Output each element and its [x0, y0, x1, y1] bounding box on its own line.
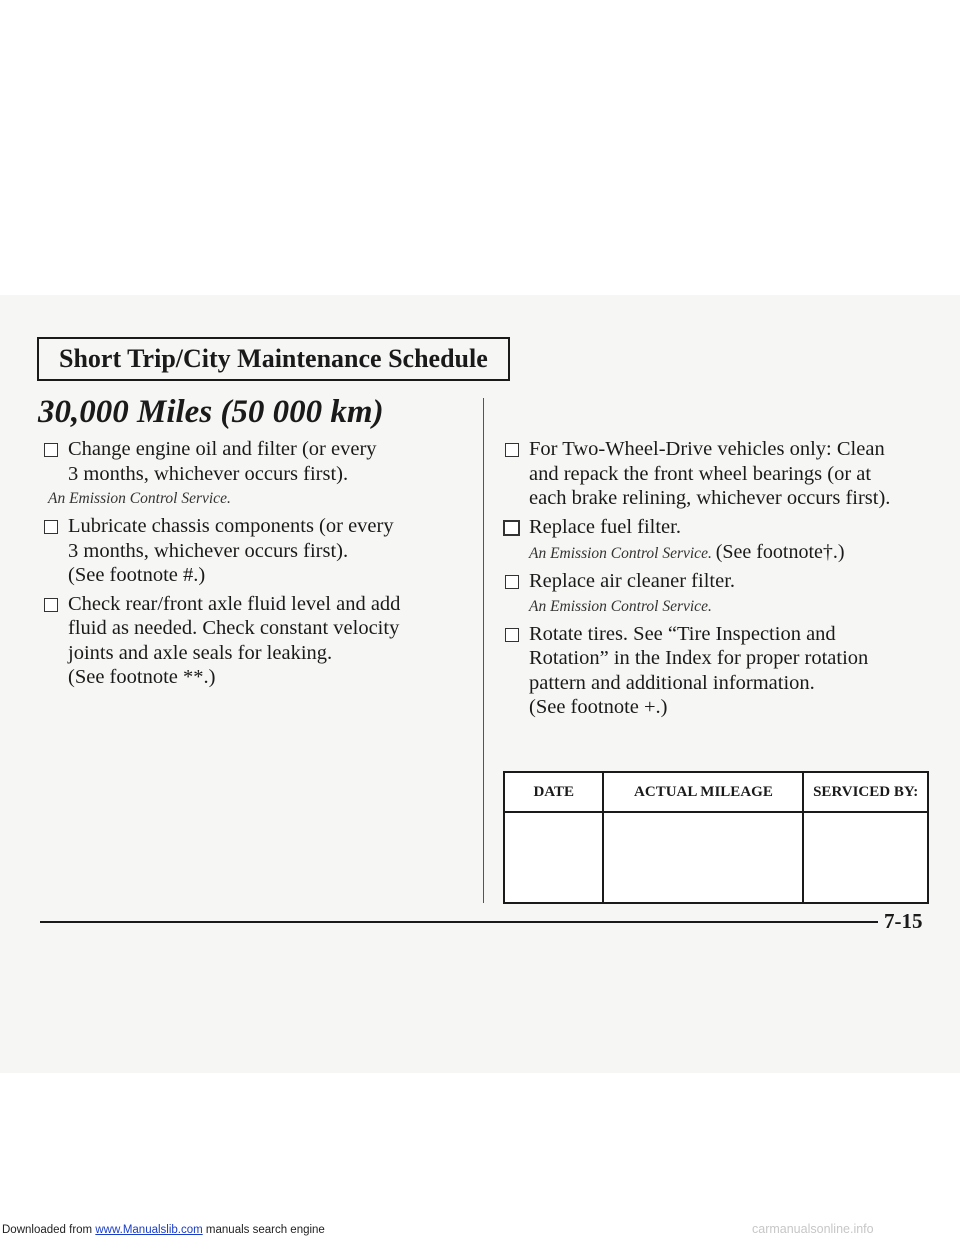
table-row [504, 812, 928, 903]
item-line: 3 months, whichever occurs first). [68, 539, 349, 562]
footnote-reference: (See footnote†.) [715, 541, 845, 563]
item-line: Rotation” in the Index for proper rotation [529, 647, 869, 669]
page-rule [40, 921, 878, 923]
page-number: 7-15 [884, 909, 923, 933]
emission-note [505, 541, 935, 565]
item-line: fluid as needed. Check constant velocity [68, 617, 400, 639]
item-line: Rotate tires. See “Tire Inspection and [529, 622, 836, 645]
checklist-item-rotate-tires [505, 622, 935, 720]
checklist-item-change-oil [44, 437, 464, 486]
section-title: 30,000 Miles (50 000 km) [38, 394, 384, 430]
column-header-date: DATE [504, 772, 603, 812]
item-line: Replace air cleaner filter. [529, 570, 736, 592]
item-line: and repack the front wheel bearings (or at [529, 462, 872, 485]
item-line: pattern and additional information. [529, 671, 815, 694]
emission-note [44, 488, 464, 510]
item-line: joints and axle seals for leaking. [68, 641, 333, 664]
service-log-table [503, 771, 929, 904]
item-line: For Two-Wheel-Drive vehicles only: Clean [529, 438, 885, 460]
date-cell[interactable] [504, 812, 603, 903]
checkbox-icon[interactable] [505, 628, 519, 642]
item-line: Change engine oil and filter (or every [68, 438, 377, 460]
schedule-header [37, 337, 510, 381]
column-header-serviced-by: SERVICED BY: [803, 772, 928, 812]
mileage-cell[interactable] [603, 812, 803, 903]
checkbox-icon[interactable] [505, 575, 519, 589]
right-column [505, 437, 935, 720]
checklist-item-fuel-filter [505, 515, 935, 540]
item-line: 3 months, whichever occurs first). [68, 462, 349, 485]
download-footer [2, 1222, 325, 1238]
emission-note-text: An Emission Control Service. [529, 597, 712, 615]
item-line: Lubricate chassis components (or every [68, 515, 394, 537]
emission-note-text: An Emission Control Service. [529, 545, 712, 562]
checklist-item-wheel-bearings [505, 437, 935, 511]
checkbox-icon[interactable] [44, 443, 58, 457]
item-line: (See footnote +.) [529, 696, 668, 718]
manualslib-link[interactable]: www.Manualslib.com [95, 1224, 203, 1236]
column-divider [483, 398, 484, 903]
checklist-item-check-axle-fluid [44, 592, 464, 690]
checklist-item-lubricate-chassis [44, 514, 464, 588]
emission-note-text: An Emission Control Service. [48, 490, 231, 507]
left-column [44, 437, 464, 690]
serviced-by-cell[interactable] [803, 812, 928, 903]
emission-note [505, 596, 935, 618]
schedule-header-title: Short Trip/City Maintenance Schedule [59, 344, 488, 373]
item-line: Check rear/front axle fluid level and add [68, 592, 401, 615]
item-line: each brake relining, whichever occurs first). [529, 487, 891, 509]
table-header-row [504, 772, 928, 812]
item-line: (See footnote #.) [68, 564, 206, 586]
footer-prefix: Downloaded from [2, 1224, 93, 1236]
checkbox-icon[interactable] [44, 598, 58, 612]
footer-suffix: manuals search engine [205, 1224, 325, 1236]
checkbox-icon[interactable] [503, 520, 520, 536]
item-line: Replace fuel filter. [529, 515, 681, 538]
item-line: (See footnote **.) [68, 666, 216, 688]
column-header-actual-mileage: ACTUAL MILEAGE [603, 772, 803, 812]
watermark: carmanualsonline.info [752, 1222, 874, 1236]
checkbox-icon[interactable] [44, 520, 58, 534]
checklist-item-air-filter [505, 569, 935, 594]
checkbox-icon[interactable] [505, 443, 519, 457]
